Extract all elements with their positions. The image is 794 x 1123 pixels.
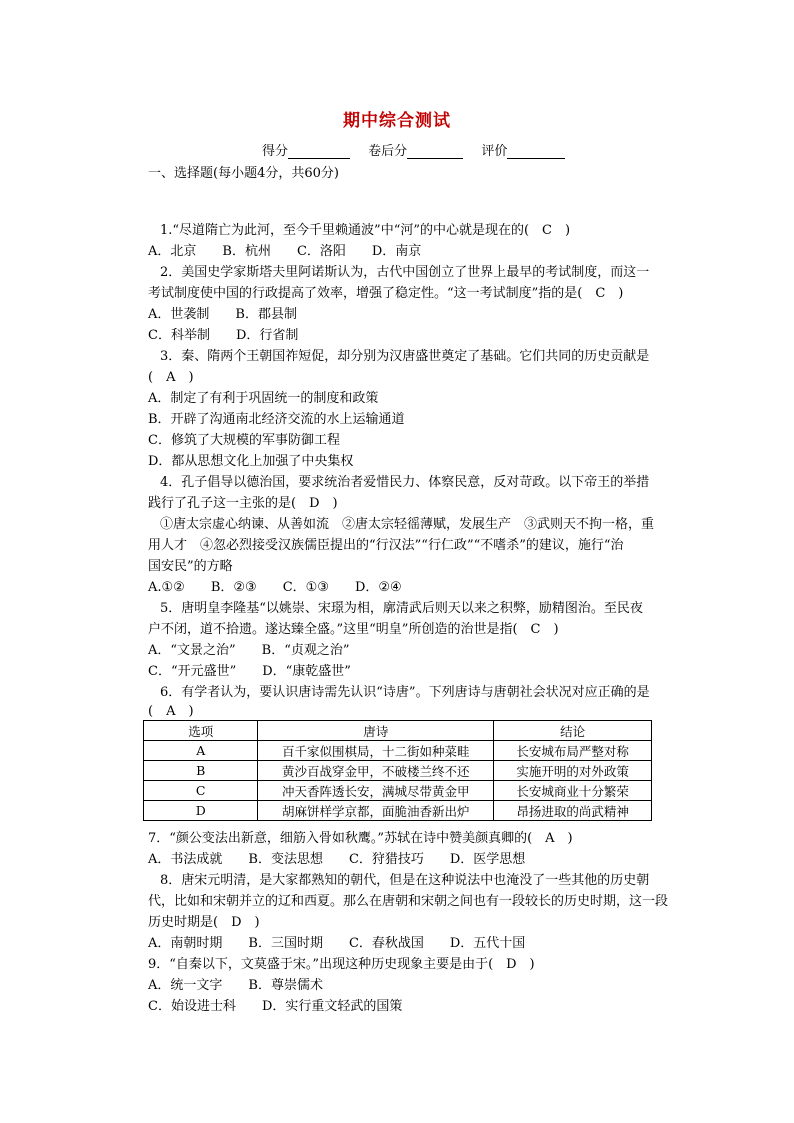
question-4-line1: 4．孔子倡导以德治国，要求统治者爱惜民力、体察民意，反对苛政。以下帝王的举措: [160, 475, 650, 490]
option-3b: B．开辟了沟通南北经济交流的水上运输通道: [148, 412, 405, 427]
table-header: 选项: [144, 721, 258, 741]
question-4-line2: 践行了孔子这一主张的是( D ): [148, 496, 338, 511]
table-row: [144, 781, 652, 801]
options-8: A．南朝时期 B．三国时期 C．春秋战国 D．五代十国: [148, 936, 526, 951]
option-3a: A．制定了有利于巩固统一的制度和政策: [148, 391, 379, 406]
question-6-table: [143, 720, 652, 821]
options-2b: C．科举制 D．行省制: [148, 328, 299, 343]
section-heading: 一、选择题(每小题4分，共60分): [148, 166, 339, 181]
score-label: 得分: [262, 144, 289, 159]
table-cell: 长安城商业十分繁荣: [494, 781, 652, 801]
after-score-label: 卷后分: [368, 144, 408, 159]
question-9: 9．“自秦以下，文莫盛于宋。”出现这种历史现象主要是由于( D ): [148, 957, 535, 972]
table-cell: B: [144, 761, 258, 781]
table-row: [144, 801, 652, 821]
question-2-line2: 考试制度使中国的行政提高了效率，增强了稳定性。“这一考试制度”指的是( C ): [148, 286, 624, 301]
options-5b: C．“开元盛世” D．“康乾盛世”: [148, 664, 351, 679]
table-cell: D: [144, 801, 258, 821]
options-9b: C．始设进士科 D．实行重文轻武的国策: [148, 999, 403, 1014]
question-5-line1: 5．唐明皇李隆基“以姚崇、宋璟为相，廓清武后则天以来之积弊，励精图治。至民夜: [160, 601, 643, 616]
eval-label: 评价: [481, 144, 508, 159]
options-1: A．北京 B．杭州 C．洛阳 D．南京: [148, 244, 422, 259]
table-row: [144, 741, 652, 761]
question-3-line1: 3．秦、隋两个王朝国祚短促，却分别为汉唐盛世奠定了基础。它们共同的历史贡献是: [160, 349, 650, 364]
options-9a: A．统一文字 B．尊崇儒术: [148, 978, 323, 993]
table-cell: C: [144, 781, 258, 801]
score-line: [262, 140, 565, 159]
question-6-line1: 6．有学者认为，要认识唐诗需先认识“诗唐”。下列唐诗与唐朝社会状况对应正确的是: [160, 685, 650, 700]
question-1: 1.“尽道隋亡为此河，至今千里赖通波”中“河”的中心就是现在的( C ): [160, 223, 571, 238]
options-4: A.①② B．②③ C．①③ D．②④: [148, 580, 402, 595]
options-7: A．书法成就 B．变法思想 C．狩猎技巧 D．医学思想: [148, 852, 526, 867]
eval-blank: [507, 145, 565, 159]
page-title: 期中综合测试: [343, 111, 451, 131]
table-header: 结论: [494, 721, 652, 741]
question-4-items-line3: 国安民”的方略: [148, 559, 233, 574]
question-8-line3: 历史时期是( D ): [148, 915, 260, 930]
question-4-items-line1: ①唐太宗虚心纳谏、从善如流 ②唐太宗轻徭薄赋，发展生产 ③武则天不拘一格，重: [160, 517, 655, 532]
option-3d: D．都从思想文化上加强了中央集权: [148, 454, 354, 469]
table-cell: 长安城布局严整对称: [494, 741, 652, 761]
table-header: 唐诗: [258, 721, 494, 741]
table-cell: 胡麻饼样学京都，面脆油香新出炉: [258, 801, 494, 821]
table-cell: 实施开明的对外政策: [494, 761, 652, 781]
after-score-blank: [407, 145, 463, 159]
table-cell: 百千家似围棋局，十二街如种菜畦: [258, 741, 494, 761]
question-3-line2: ( A ): [148, 370, 194, 385]
question-7: 7．“颜公变法出新意，细筋入骨如秋鹰。”苏轼在诗中赞美颜真卿的( A ): [148, 831, 573, 846]
table-cell: 昂扬进取的尚武精神: [494, 801, 652, 821]
question-8-line2: 代，比如和宋朝并立的辽和西夏。那么在唐朝和宋朝之间也有一段较长的历史时期，这一段: [148, 894, 669, 909]
table-cell: 冲天香阵透长安，满城尽带黄金甲: [258, 781, 494, 801]
options-5a: A．“文景之治” B．“贞观之治”: [148, 643, 350, 658]
option-3c: C．修筑了大规模的军事防御工程: [148, 433, 340, 448]
question-2-line1: 2．美国史学家斯塔夫里阿诺斯认为，古代中国创立了世界上最早的考试制度，而这一: [160, 265, 650, 280]
question-6-line2: ( A ): [148, 704, 194, 719]
question-8-line1: 8．唐宋元明清，是大家都熟知的朝代，但是在这种说法中也淹没了一些其他的历史朝: [160, 873, 650, 888]
table-header-row: [144, 721, 652, 741]
score-blank: [288, 145, 350, 159]
table-cell: 黄沙百战穿金甲，不破楼兰终不还: [258, 761, 494, 781]
table-cell: A: [144, 741, 258, 761]
question-5-line2: 户不闭，道不拾遗。遂达臻全盛。”这里“明皇”所创造的治世是指( C ): [148, 622, 559, 637]
options-2a: A．世袭制 B．郡县制: [148, 307, 297, 322]
question-4-items-line2: 用人才 ④忽必烈接受汉族儒臣提出的“行汉法”“行仁政”“不嗜杀”的建议，施行“治: [148, 538, 624, 553]
table-row: [144, 761, 652, 781]
